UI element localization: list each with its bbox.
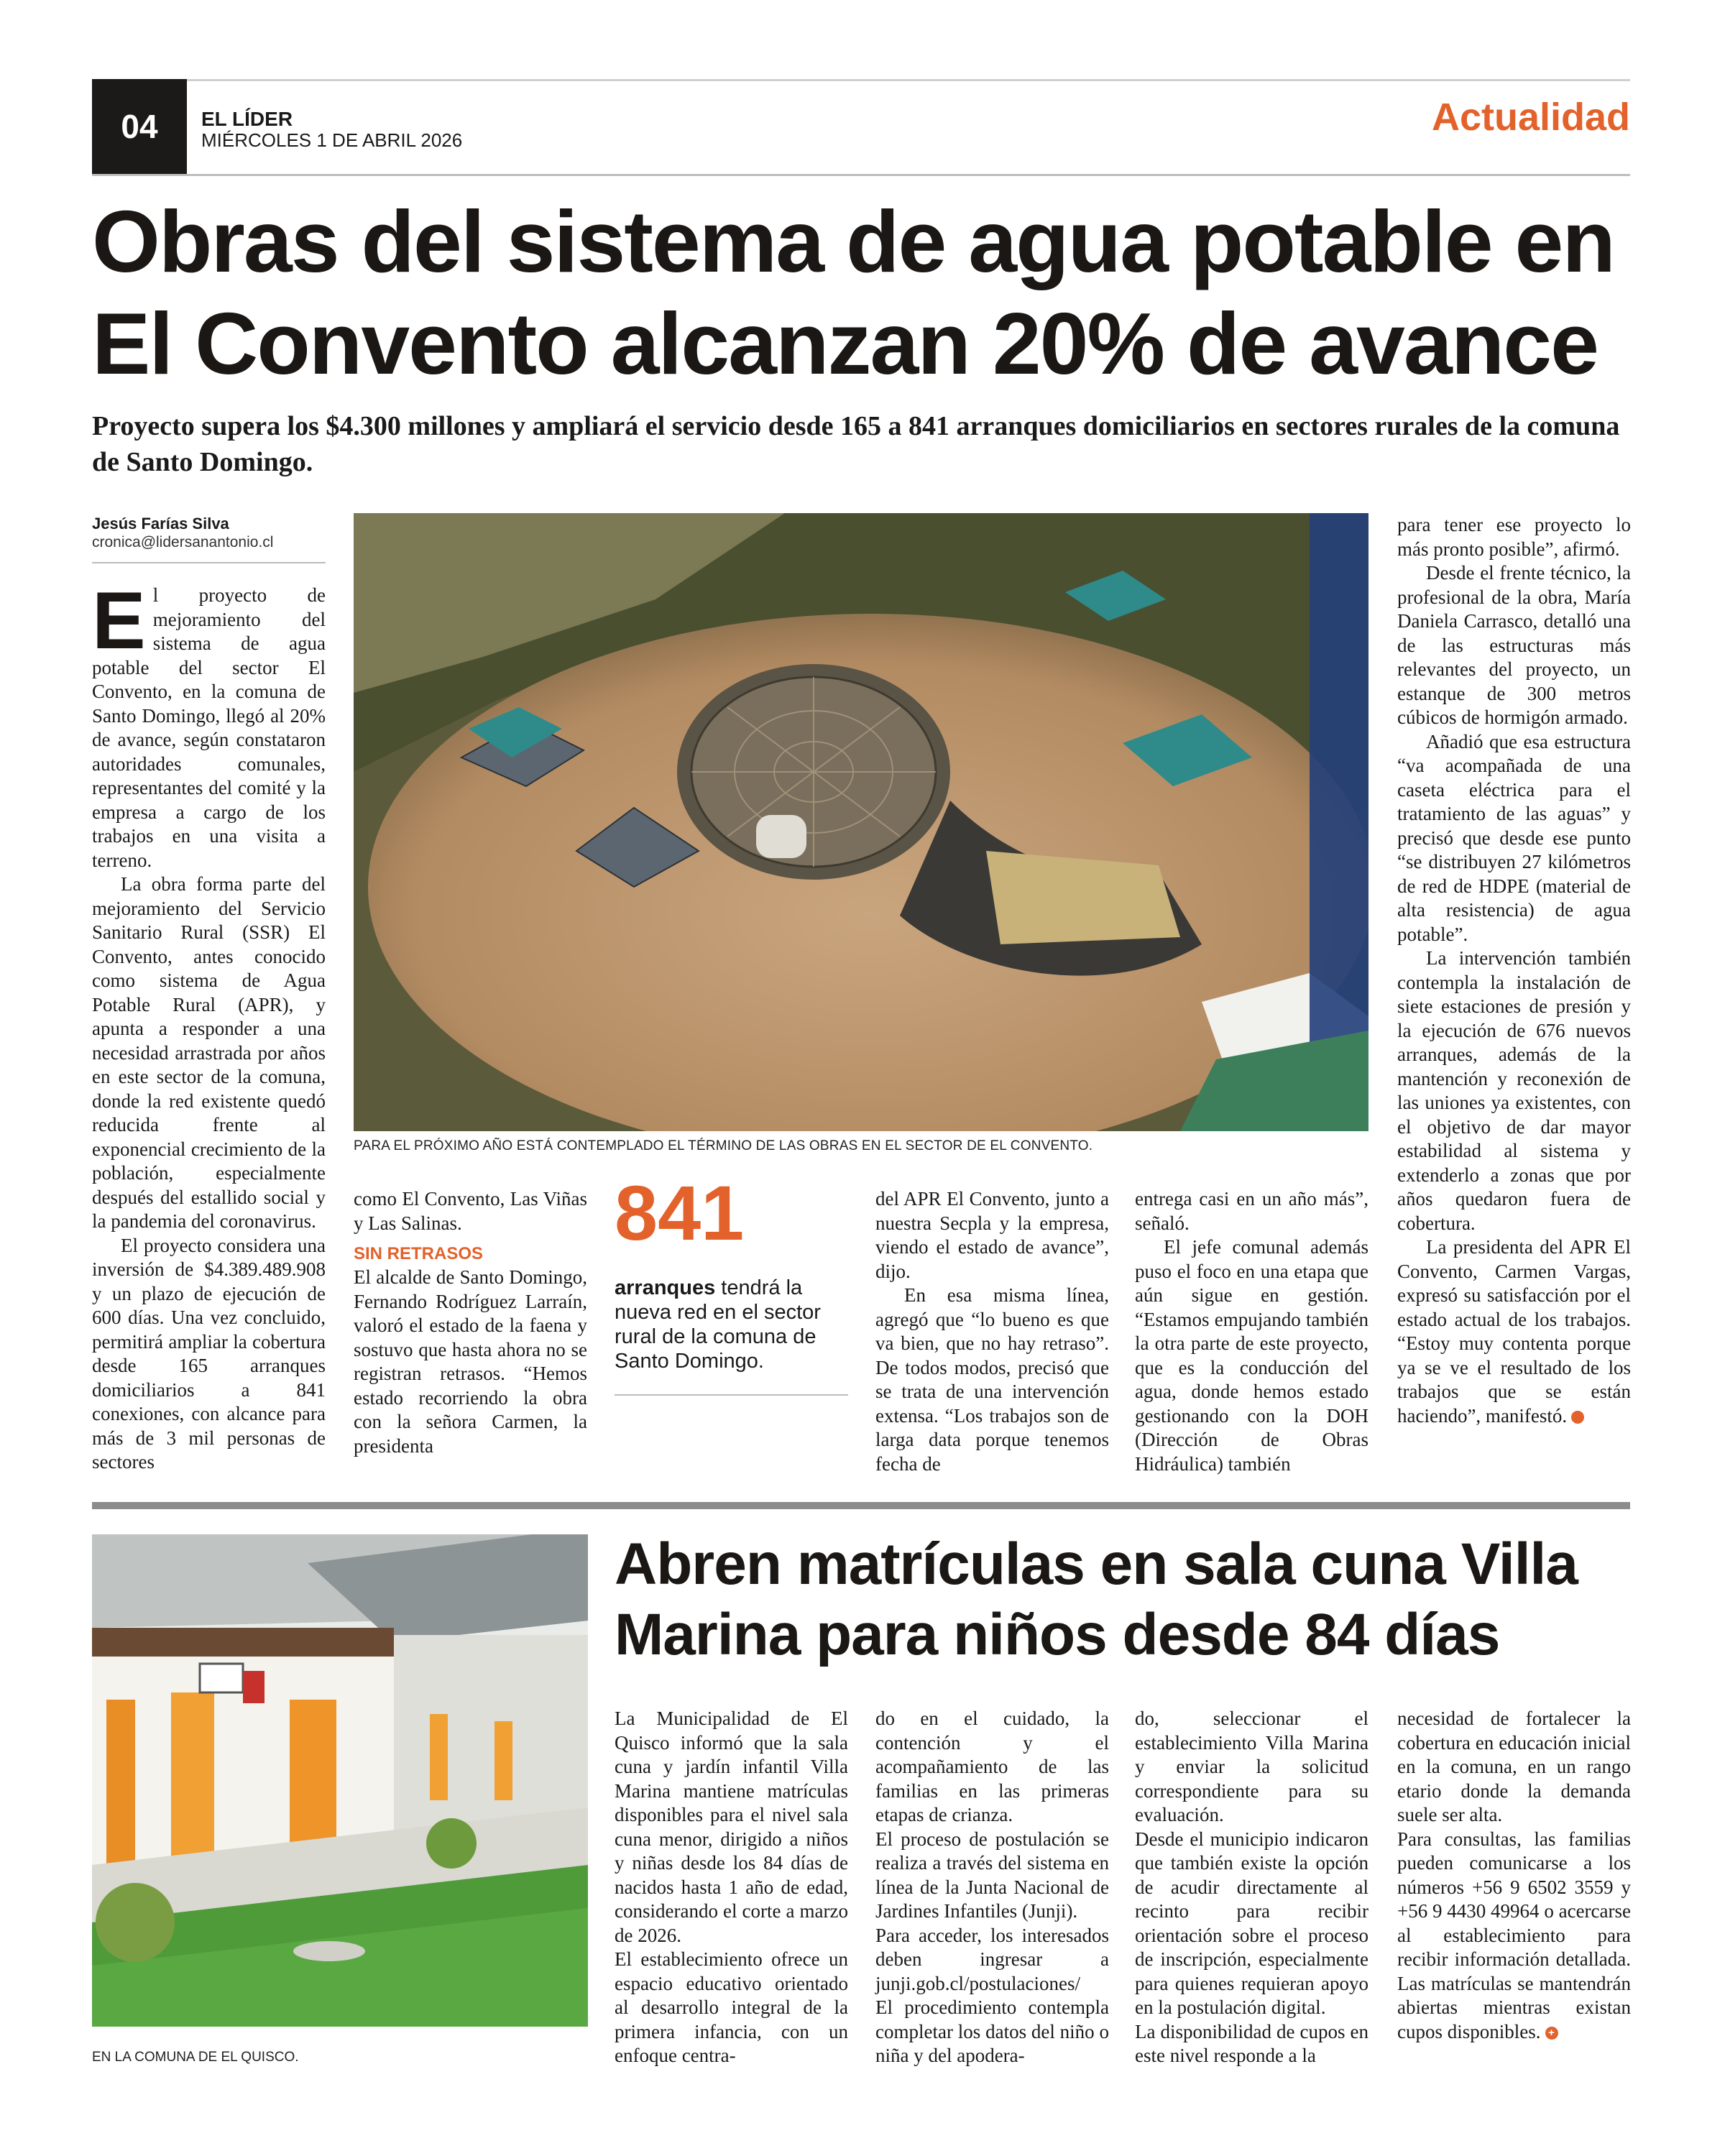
paragraph: En esa misma línea, agregó que “lo bueno es que va bien, que no hay retraso”. De todos modos, precisó que se trata de una intervención extensa. “Los trabajos son de larga data porque tenemos fecha de xyxy=(875,1284,1109,1475)
top-rule xyxy=(92,79,1630,81)
headline: Abren matrículas en sala cuna Villa Marina para niños desde 84 días xyxy=(615,1531,1578,1667)
stat-bold: arranques xyxy=(615,1276,716,1299)
paragraph: Añadió que esa estructura “va acompañada de una caseta eléctrica para el tratamiento de las aguas” y precisó que desde ese punto “se distribuyen 27 kilómetros de red de HDPE (material de alta resistencia) de agua potable”. xyxy=(1397,730,1631,945)
paragraph: do, seleccionar el establecimiento Villa Marina y enviar la solicitud correspondiente para su evaluación. xyxy=(1135,1708,1368,1825)
paragraph: necesidad de fortalecer la cobertura en educación inicial en la comuna, en un rango etario donde la demanda suele ser alta. xyxy=(1397,1708,1631,1825)
story2-column-1 xyxy=(615,1707,848,2068)
drop-cap: E xyxy=(92,576,146,665)
byline-email: cronica@lidersanantonio.cl xyxy=(92,534,274,550)
construction-aerial-photo xyxy=(354,513,1368,1131)
story-divider xyxy=(92,1502,1630,1509)
page-number: 04 xyxy=(92,79,187,174)
construction-site-illustration xyxy=(354,513,1368,1131)
newspaper-name: EL LÍDER xyxy=(201,108,293,130)
paragraph: El procedimiento contempla completar los datos del niño o niña y del apodera- xyxy=(875,1996,1109,2066)
paragraph: La intervención también contempla la instalación de siete estaciones de presión y la ejecución de 676 nuevos arranques, además de la mantención y reconexión de las uniones ya existentes, con el objetivo de dar mayor estabilidad al sistema y extenderlo a zonas que por años quedaron fuera de cobertura. xyxy=(1397,947,1631,1234)
byline-rule xyxy=(92,562,326,563)
paragraph: entrega casi en un año más”, señaló. xyxy=(1135,1188,1368,1234)
story2-column-2 xyxy=(875,1707,1109,2068)
daycare-building-illustration xyxy=(92,1534,588,2027)
paragraph: del APR El Convento, junto a nuestra Secpla y la empresa, viendo el estado de avance”, dijo. xyxy=(875,1188,1109,1282)
header-rule xyxy=(92,174,1630,176)
photo-caption: PARA EL PRÓXIMO AÑO ESTÁ CONTEMPLADO EL TÉRMINO DE LAS OBRAS EN EL SECTOR DE EL CONVENTO. xyxy=(354,1138,1093,1153)
story1-column-2 xyxy=(354,1187,587,1458)
story1-column-6 xyxy=(1397,513,1631,1428)
section-label: Actualidad xyxy=(1431,96,1630,139)
story2-column-3 xyxy=(1135,1707,1368,2068)
stat-description: tendrá la nueva red en el sector rural de la comuna de Santo Domingo. xyxy=(615,1276,821,1373)
paragraph: Desde el frente técnico, la profesional de la obra, María Daniela Carrasco, detalló una de las estructuras más relevantes del proyecto, un estanque de 300 metros cúbicos de hormigón armado. xyxy=(1397,562,1631,728)
stat-text xyxy=(615,1276,852,1373)
paragraph: El establecimiento ofrece un espacio educativo orientado al desarrollo integral de la primera infancia, con un enfoque centra- xyxy=(615,1948,848,2066)
story2-column-4 xyxy=(1397,1707,1631,2044)
headline: Obras del sistema de agua potable en El Convento alcanzan 20% de avance xyxy=(92,193,1614,392)
paragraph: El proyecto considera una inversión de $4.389.489.908 y un plazo de ejecución de 600 días. Una vez concluido, permitirá ampliar la cobertura desde 165 arranques domiciliarios a 841 conexiones, con alcance para más de 3 mil personas de sectores xyxy=(92,1234,326,1473)
story1-column-1 xyxy=(92,576,326,1475)
byline-author: Jesús Farías Silva xyxy=(92,515,229,533)
paragraph: Desde el municipio indicaron que también existe la opción de acudir directamente al recinto para recibir orientación sobre el proceso de inscripción, especialmente para quienes requieran apoyo en la postulación digital. xyxy=(1135,1828,1368,2018)
story1-column-5 xyxy=(1135,1187,1368,1476)
paragraph: para tener ese proyecto lo más pronto posible”, afirmó. xyxy=(1397,514,1631,560)
paragraph: Para acceder, los interesados deben ingresar a junji.gob.cl/postulaciones/ xyxy=(875,1924,1109,1994)
end-of-story-icon: + xyxy=(1571,1411,1584,1424)
paragraph: El jefe comunal además puso el foco en una etapa que aún sigue en gestión. “Estamos empujando también la otra parte de este proyecto, que es la conducción del agua, donde hemos estado gestionando con la DOH (Dirección de Obras Hidráulica) también xyxy=(1135,1236,1368,1475)
subheadline: Proyecto supera los $4.300 millones y ampliará el servicio desde 165 a 841 arranques domiciliarios en sectores rurales de la comuna de Santo Domingo. xyxy=(92,411,1620,477)
subtitle: SIN RETRASOS xyxy=(354,1244,484,1263)
issue-date: MIÉRCOLES 1 DE ABRIL 2026 xyxy=(201,129,463,151)
daycare-photo xyxy=(92,1534,588,2027)
story1-column-4 xyxy=(875,1187,1109,1476)
paragraph: El proyecto de mejoramiento del sistema de agua potable del sector El Convento, en la comuna de Santo Domingo, llegó al 20% de avance, según constataron autoridades comunales, representantes del comité y la empresa a cargo de los trabajos en una visita a terreno. xyxy=(92,576,326,871)
photo-caption: EN LA COMUNA DE EL QUISCO. xyxy=(92,2050,299,2065)
paragraph: Para consultas, las familias pueden comunicarse a los números +56 9 6502 3559 y +56 9 4430 49964 o acercarse al establecimiento para recibir información detallada. Las matrículas se mantendrán abiertas mientras existan cupos disponibles. + xyxy=(1397,1828,1631,2042)
paragraph: El proceso de postulación se realiza a través del sistema en línea de la Junta Nacional de Jardines Infantiles (Junji). xyxy=(875,1828,1109,1922)
paragraph: do en el cuidado, la contención y el acompañamiento de las familias en las primeras etapas de crianza. xyxy=(875,1708,1109,1825)
paragraph: La presidenta del APR El Convento, Carmen Vargas, expresó su satisfacción por el estado actual de los trabajos. “Estoy muy contenta porque ya se ve el resultado de los trabajos que se están haciendo”, manifestó. + xyxy=(1397,1236,1631,1427)
stat-number: 841 xyxy=(615,1169,745,1256)
paragraph: La Municipalidad de El Quisco informó que la sala cuna y jardín infantil Villa Marina mantiene matrículas disponibles para el nivel sala cuna menor, dirigido a niños y niñas desde los 84 días de nacidos hasta 1 año de edad, considerando el corte a marzo de 2026. xyxy=(615,1708,848,1946)
paragraph: El alcalde de Santo Domingo, Fernando Rodríguez Larraín, valoró el estado de la faena y sostuvo que hasta ahora no se registran retrasos. “Hemos estado recorriendo la obra con la señora Carmen, la presidenta xyxy=(354,1266,587,1457)
paragraph: La obra forma parte del mejoramiento del Servicio Sanitario Rural (SSR) El Convento, antes conocido como sistema de Agua Potable Rural (APR), y apunta a responder a una necesidad arrastrada por años en este sector de la comuna, donde la red existente quedó reducida frente al exponencial crecimiento de la población, especialmente después del estallido social y la pandemia del coronavirus. xyxy=(92,873,326,1232)
paragraph: como El Convento, Las Viñas y Las Salinas. xyxy=(354,1188,587,1234)
stat-rule xyxy=(615,1394,848,1396)
paragraph: La disponibilidad de cupos en este nivel responde a la xyxy=(1135,2020,1368,2066)
end-of-story-icon: + xyxy=(1545,2027,1558,2040)
